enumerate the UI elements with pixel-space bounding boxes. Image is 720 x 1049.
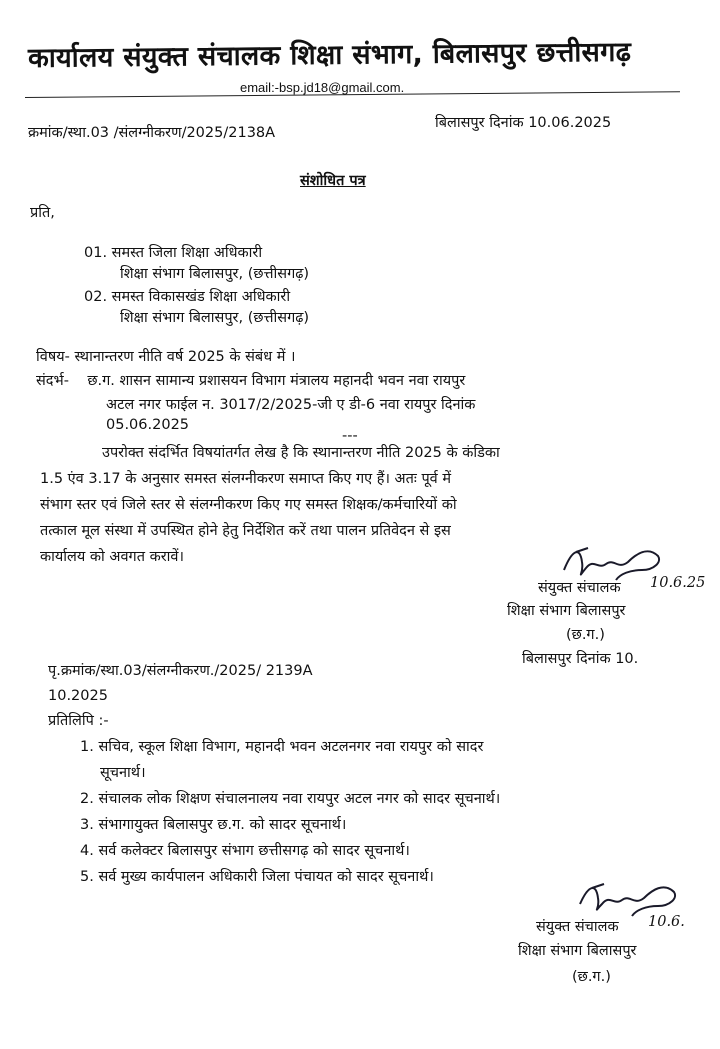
body-line-5: कार्यालय को अवगत करावें। bbox=[40, 549, 184, 565]
copy-item-1: 1. सचिव, स्कूल शिक्षा विभाग, महानदी भवन अटलनगर नवा रायपुर को सादर bbox=[80, 739, 484, 755]
to-label: प्रति, bbox=[30, 205, 55, 221]
recipient-1-line2: शिक्षा संभाग बिलासपुर, (छत्तीसगढ़) bbox=[120, 266, 310, 282]
signature-2-designation: संयुक्त संचालक bbox=[536, 919, 619, 935]
recipient-2-line1: 02. समस्त विकासखंड शिक्षा अधिकारी bbox=[84, 289, 291, 305]
letter-number: क्रमांक/स्था.03 /संलग्नीकरण/2025/2138A bbox=[28, 125, 276, 141]
body-line-1: उपरोक्त संदर्भित विषयांतर्गत लेख है कि स्थानान्तरण नीति 2025 के कंडिका bbox=[102, 445, 500, 461]
signature-1-state: (छ.ग.) bbox=[566, 627, 605, 643]
copy-item-4: 4. सर्व कलेक्टर बिलासपुर संभाग छत्तीसगढ़ को सादर सूचनार्थ। bbox=[80, 843, 410, 859]
endorsement-date: बिलासपुर दिनांक 10. bbox=[522, 651, 639, 667]
signature-2-office: शिक्षा संभाग बिलासपुर bbox=[518, 943, 637, 959]
copy-item-3: 3. संभागायुक्त बिलासपुर छ.ग. को सादर सूचनार्थ। bbox=[80, 817, 347, 833]
reference-line-1: संदर्भ- छ.ग. शासन सामान्य प्रशासयन विभाग मंत्रालय महानदी भवन नवा रायपुर bbox=[36, 373, 466, 389]
signature-1-date: 10.6.25 bbox=[650, 575, 706, 591]
recipient-2-line2: शिक्षा संभाग बिलासपुर, (छत्तीसगढ़) bbox=[120, 310, 310, 326]
body-line-3: संभाग स्तर एवं जिले स्तर से संलग्नीकरण किए गए समस्त शिक्षक/कर्मचारियों को bbox=[40, 497, 457, 513]
body-line-4: तत्काल मूल संस्था में उपस्थित होने हेतु निर्देशित करें तथा पालन प्रतिवेदन से इस bbox=[40, 523, 451, 539]
copy-item-1-cont: सूचनार्थ। bbox=[100, 765, 146, 781]
reference-line-2: अटल नगर फाईल न. 3017/2/2025-जी ए डी-6 नवा रायपुर दिनांक bbox=[106, 397, 476, 413]
copy-item-2: 2. संचालक लोक शिक्षण संचालनालय नवा रायपुर अटल नगर को सादर सूचनार्थ। bbox=[80, 791, 501, 807]
separator: --- bbox=[342, 428, 358, 444]
body-line-2: 1.5 एंव 3.17 के अनुसार समस्त संलग्नीकरण समाप्त किए गए हैं। अतः पूर्व में bbox=[40, 471, 452, 487]
signature-1-office: शिक्षा संभाग बिलासपुर bbox=[507, 603, 626, 619]
endorsement-date-cont: 10.2025 bbox=[48, 688, 108, 704]
subject-line: विषय- स्थानान्तरण नीति वर्ष 2025 के संबंध में । bbox=[36, 349, 296, 365]
copy-item-5: 5. सर्व मुख्य कार्यपालन अधिकारी जिला पंचायत को सादर सूचनार्थ। bbox=[80, 869, 434, 885]
letter-heading: संशोधित पत्र bbox=[300, 173, 366, 189]
signature-2-state: (छ.ग.) bbox=[572, 969, 611, 985]
endorsement-number: पृ.क्रमांक/स्था.03/संलग्नीकरण./2025/ 2139A bbox=[48, 663, 313, 679]
signature-2-date: 10.6. bbox=[648, 914, 685, 930]
office-email: email:-bsp.jd18@gmail.com. bbox=[240, 80, 405, 95]
reference-line-3: 05.06.2025 bbox=[106, 417, 190, 433]
recipient-1-line1: 01. समस्त जिला शिक्षा अधिकारी bbox=[84, 245, 263, 261]
office-title: कार्यालय संयुक्त संचालक शिक्षा संभाग, बिलासपुर छत्तीसगढ़ bbox=[27, 36, 632, 74]
copy-label: प्रतिलिपि :- bbox=[48, 713, 109, 729]
letter-date: बिलासपुर दिनांक 10.06.2025 bbox=[435, 115, 612, 131]
signature-1-designation: संयुक्त संचालक bbox=[538, 580, 621, 596]
